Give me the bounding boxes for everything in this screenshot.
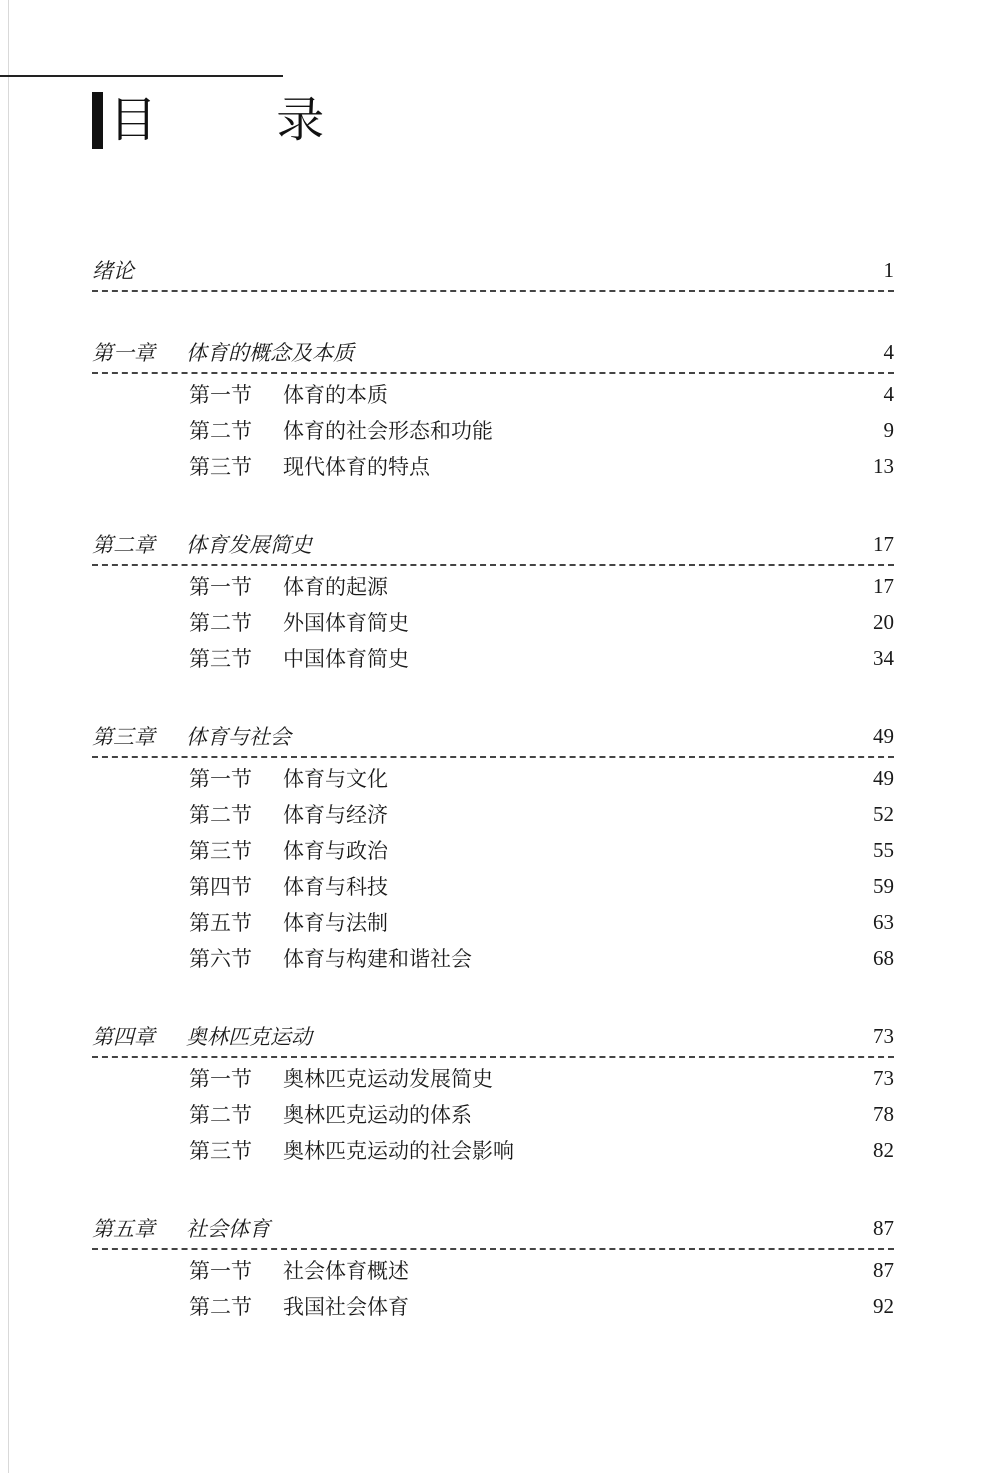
chapter-label — [92, 1213, 270, 1243]
toc-section-entry[interactable] — [92, 1252, 894, 1288]
page-number: 55 — [873, 837, 894, 862]
section-label — [189, 1099, 472, 1129]
toc-section-entry[interactable] — [92, 604, 894, 640]
section-title: 体育与经济 — [283, 803, 388, 827]
toc-chapter-entry[interactable] — [92, 1208, 894, 1248]
section-title: 现代体育的特点 — [283, 455, 430, 479]
section-number: 第一节 — [189, 767, 252, 791]
section-label — [189, 1063, 493, 1093]
chapter-label — [92, 721, 291, 751]
toc-section-entry[interactable] — [92, 376, 894, 412]
page-number: 92 — [873, 1293, 894, 1318]
page-number: 87 — [873, 1257, 894, 1282]
section-label — [189, 943, 472, 973]
section-number: 第一节 — [189, 383, 252, 407]
section-label — [189, 415, 493, 445]
toc-heading — [92, 90, 376, 150]
page-number: 17 — [873, 531, 894, 556]
chapter-number: 第四章 — [92, 1025, 155, 1049]
chapter-title: 体育发展简史 — [186, 533, 312, 557]
toc-chapter-entry[interactable] — [92, 1016, 894, 1056]
section-title: 体育与构建和谐社会 — [283, 947, 472, 971]
toc-section-entry[interactable] — [92, 640, 894, 676]
section-number: 第二节 — [189, 611, 252, 635]
toc-section-entry[interactable] — [92, 760, 894, 796]
section-number: 第二节 — [189, 419, 252, 443]
toc-chapter-entry[interactable] — [92, 250, 894, 290]
top-rule — [0, 75, 283, 77]
page-number: 49 — [873, 723, 894, 748]
section-title: 奥林匹克运动的社会影响 — [283, 1139, 514, 1163]
page-edge — [8, 0, 9, 1473]
toc-section-entry[interactable] — [92, 868, 894, 904]
chapter-title: 体育的概念及本质 — [186, 341, 354, 365]
chapter-label — [92, 1021, 312, 1051]
chapter-number: 第二章 — [92, 533, 155, 557]
toc-section-entry[interactable] — [92, 832, 894, 868]
toc-section-entry[interactable] — [92, 568, 894, 604]
toc-chapter-entry[interactable] — [92, 716, 894, 756]
page-number: 73 — [873, 1023, 894, 1048]
page-number: 17 — [873, 573, 894, 598]
page-number: 13 — [873, 453, 894, 478]
page-number: 59 — [873, 873, 894, 898]
section-number: 第二节 — [189, 1103, 252, 1127]
section-title: 体育的社会形态和功能 — [283, 419, 493, 443]
chapter-title: 社会体育 — [186, 1217, 270, 1241]
page-number: 78 — [873, 1101, 894, 1126]
section-title: 体育与法制 — [283, 911, 388, 935]
chapter-dashed-rule — [92, 1056, 894, 1058]
section-number: 第四节 — [189, 875, 252, 899]
section-label — [189, 571, 388, 601]
section-label — [189, 1291, 409, 1321]
page-number: 4 — [883, 381, 894, 406]
toc-section-entry[interactable] — [92, 1096, 894, 1132]
page-number: 4 — [883, 339, 894, 364]
section-title: 体育的起源 — [283, 575, 388, 599]
section-title: 我国社会体育 — [283, 1295, 409, 1319]
page-number: 82 — [873, 1137, 894, 1162]
title-bar-mark — [92, 92, 103, 149]
toc-section-entry[interactable] — [92, 1060, 894, 1096]
toc-section-entry[interactable] — [92, 1288, 894, 1324]
section-title: 体育与政治 — [283, 839, 388, 863]
section-number: 第三节 — [189, 647, 252, 671]
toc-section-entry[interactable] — [92, 796, 894, 832]
chapter-title: 奥林匹克运动 — [186, 1025, 312, 1049]
section-label — [189, 1135, 514, 1165]
toc-section-entry[interactable] — [92, 448, 894, 484]
chapter-label — [92, 255, 186, 285]
page-number: 87 — [873, 1215, 894, 1240]
section-number: 第一节 — [189, 1067, 252, 1091]
toc-section-entry[interactable] — [92, 940, 894, 976]
section-number: 第三节 — [189, 839, 252, 863]
chapter-number: 第五章 — [92, 1217, 155, 1241]
section-title: 体育与文化 — [283, 767, 388, 791]
chapter-number: 第一章 — [92, 341, 155, 365]
chapter-label — [92, 529, 312, 559]
chapter-dashed-rule — [92, 372, 894, 374]
section-label — [189, 835, 388, 865]
section-number: 第二节 — [189, 803, 252, 827]
chapter-dashed-rule — [92, 756, 894, 758]
section-number: 第一节 — [189, 1259, 252, 1283]
section-title: 外国体育简史 — [283, 611, 409, 635]
page-number: 68 — [873, 945, 894, 970]
page-number: 9 — [883, 417, 894, 442]
page-number: 73 — [873, 1065, 894, 1090]
section-label — [189, 871, 388, 901]
chapter-number: 第三章 — [92, 725, 155, 749]
page-number: 1 — [883, 257, 894, 282]
page-number: 34 — [873, 645, 894, 670]
chapter-label — [92, 337, 354, 367]
section-title: 奥林匹克运动的体系 — [283, 1103, 472, 1127]
section-label — [189, 763, 388, 793]
section-title: 奥林匹克运动发展简史 — [283, 1067, 493, 1091]
section-number: 第二节 — [189, 1295, 252, 1319]
section-label — [189, 799, 388, 829]
page-number: 63 — [873, 909, 894, 934]
section-number: 第六节 — [189, 947, 252, 971]
section-label — [189, 607, 409, 637]
section-number: 第三节 — [189, 455, 252, 479]
section-label — [189, 451, 430, 481]
chapter-dashed-rule — [92, 1248, 894, 1250]
section-label — [189, 379, 388, 409]
page-number: 52 — [873, 801, 894, 826]
page-number: 49 — [873, 765, 894, 790]
toc-chapter-entry[interactable] — [92, 332, 894, 372]
section-number: 第五节 — [189, 911, 252, 935]
section-title: 社会体育概述 — [283, 1259, 409, 1283]
chapter-dashed-rule — [92, 290, 894, 292]
section-number: 第一节 — [189, 575, 252, 599]
section-title: 体育与科技 — [283, 875, 388, 899]
toc-chapter-entry[interactable] — [92, 524, 894, 564]
table-of-contents — [92, 250, 894, 1324]
section-title: 中国体育简史 — [283, 647, 409, 671]
page-title: 目 录 — [109, 92, 377, 148]
section-number: 第三节 — [189, 1139, 252, 1163]
chapter-dashed-rule — [92, 564, 894, 566]
section-label — [189, 1255, 409, 1285]
section-label — [189, 907, 388, 937]
toc-section-entry[interactable] — [92, 412, 894, 448]
section-label — [189, 643, 409, 673]
page-number: 20 — [873, 609, 894, 634]
section-title: 体育的本质 — [283, 383, 388, 407]
toc-section-entry[interactable] — [92, 904, 894, 940]
chapter-title: 体育与社会 — [186, 725, 291, 749]
toc-section-entry[interactable] — [92, 1132, 894, 1168]
chapter-number: 绪论 — [92, 259, 134, 283]
